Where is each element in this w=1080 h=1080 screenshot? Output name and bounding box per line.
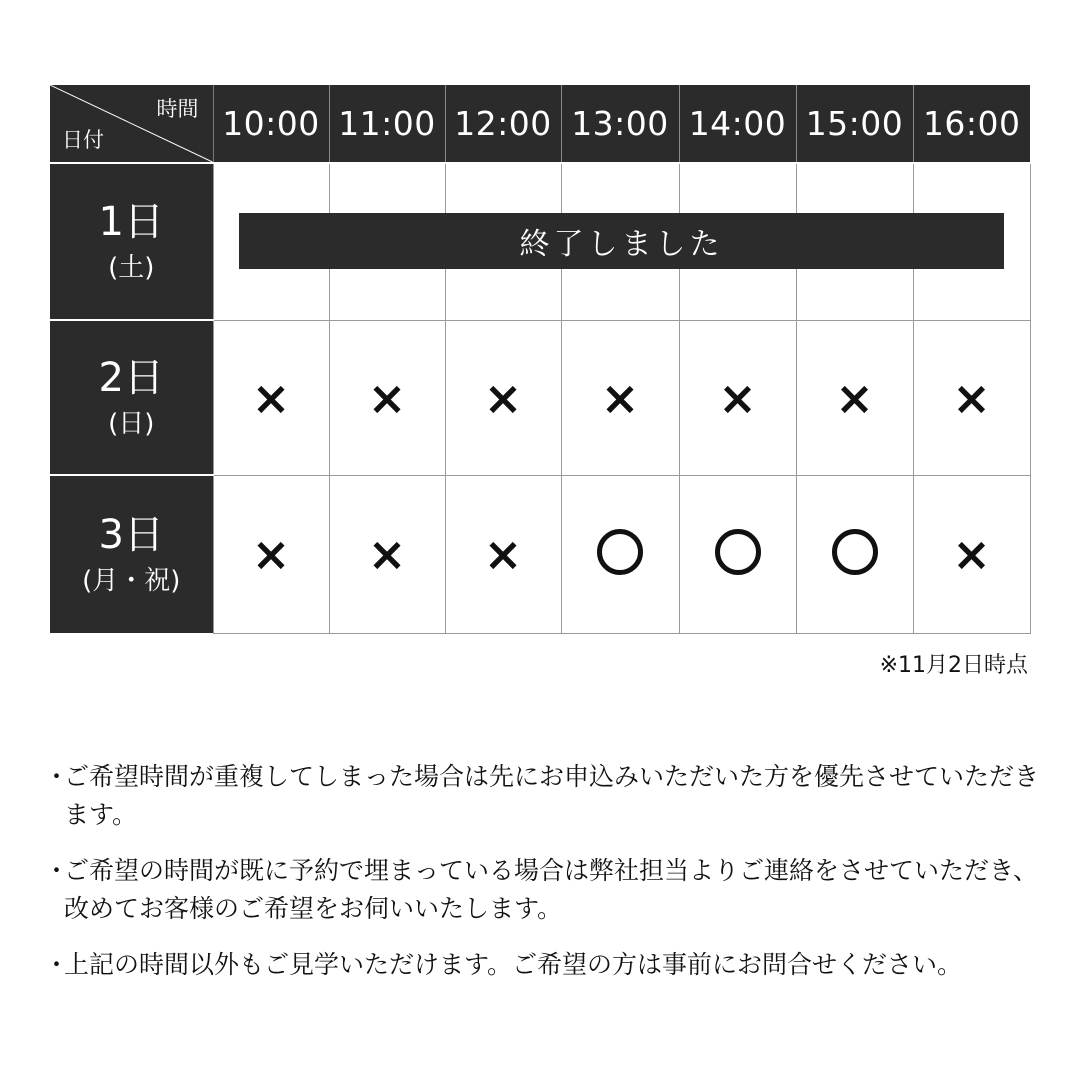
- day-row-3: [50, 475, 1030, 633]
- day-header-2: [50, 320, 213, 475]
- available-circle-icon: [715, 529, 761, 575]
- slot-cell: [561, 320, 679, 475]
- time-header-row: [50, 85, 1030, 163]
- day-row-2: [50, 320, 1030, 475]
- slot-cell: [796, 475, 913, 633]
- unavailable-mark: ×: [952, 370, 991, 425]
- bullet: ・: [44, 856, 70, 885]
- unavailable-mark: ×: [952, 527, 991, 581]
- unavailable-mark: ×: [600, 370, 640, 425]
- slot-cell: [213, 475, 329, 633]
- day-weekday: (日): [108, 408, 155, 439]
- bullet: ・: [44, 762, 70, 791]
- slot-cell: [796, 320, 913, 475]
- day-weekday: (土): [108, 252, 155, 283]
- unavailable-mark: ×: [251, 527, 291, 581]
- unavailable-mark: ×: [367, 527, 407, 581]
- status-date-footnote: ※11月2日時点: [879, 653, 1028, 678]
- day-header-3: [50, 475, 213, 633]
- day-number: 2日: [98, 354, 164, 401]
- note-item: [44, 852, 1054, 928]
- note-text: 上記の時間以外もご見学いただけます。ご希望の方は事前にお問合せください。: [64, 950, 963, 979]
- date-axis-label: 日付: [62, 128, 104, 152]
- corner-header: [50, 85, 213, 163]
- note-text: ご希望の時間が既に予約で埋まっている場合は弊社担当よりご連絡をさせていただき、改めてお客様のご希望をお伺いいたします。: [64, 856, 1039, 923]
- bullet: ・: [44, 950, 70, 979]
- slot-cell: [679, 475, 796, 633]
- day-weekday: (月・祝): [82, 565, 181, 596]
- available-circle-icon: [597, 529, 643, 575]
- unavailable-mark: ×: [835, 370, 874, 425]
- time-header-13: 13:00: [561, 85, 679, 163]
- time-header-14: 14:00: [679, 85, 796, 163]
- slot-cell: [213, 320, 329, 475]
- slot-cell: [445, 320, 561, 475]
- slot-cell: [329, 475, 445, 633]
- slot-cell: [329, 320, 445, 475]
- unavailable-mark: ×: [367, 370, 407, 425]
- time-header-11: 11:00: [329, 85, 445, 163]
- unavailable-mark: ×: [718, 370, 757, 425]
- slot-cell: [445, 475, 561, 633]
- reservation-schedule-table: [50, 85, 1031, 634]
- time-header-16: 16:00: [913, 85, 1030, 163]
- time-axis-label: 時間: [156, 97, 199, 121]
- closed-banner: 終了しました: [239, 213, 1004, 269]
- note-item: [44, 946, 1054, 984]
- time-header-12: 12:00: [445, 85, 561, 163]
- slot-cell: [913, 475, 1030, 633]
- note-item: [44, 758, 1054, 834]
- time-header-10: 10:00: [213, 85, 329, 163]
- unavailable-mark: ×: [483, 527, 523, 581]
- slot-cell: [679, 320, 796, 475]
- day-number: 1日: [98, 198, 164, 245]
- day-header-1: [50, 163, 213, 320]
- unavailable-mark: ×: [251, 370, 291, 425]
- slot-cell: [561, 475, 679, 633]
- day-number: 3日: [98, 511, 164, 558]
- time-header-15: 15:00: [796, 85, 913, 163]
- slot-cell: [913, 320, 1030, 475]
- available-circle-icon: [832, 529, 878, 575]
- notes-list: [44, 758, 1054, 1002]
- note-text: ご希望時間が重複してしまった場合は先にお申込みいただいた方を優先させていただきます。: [64, 762, 1040, 829]
- unavailable-mark: ×: [483, 370, 523, 425]
